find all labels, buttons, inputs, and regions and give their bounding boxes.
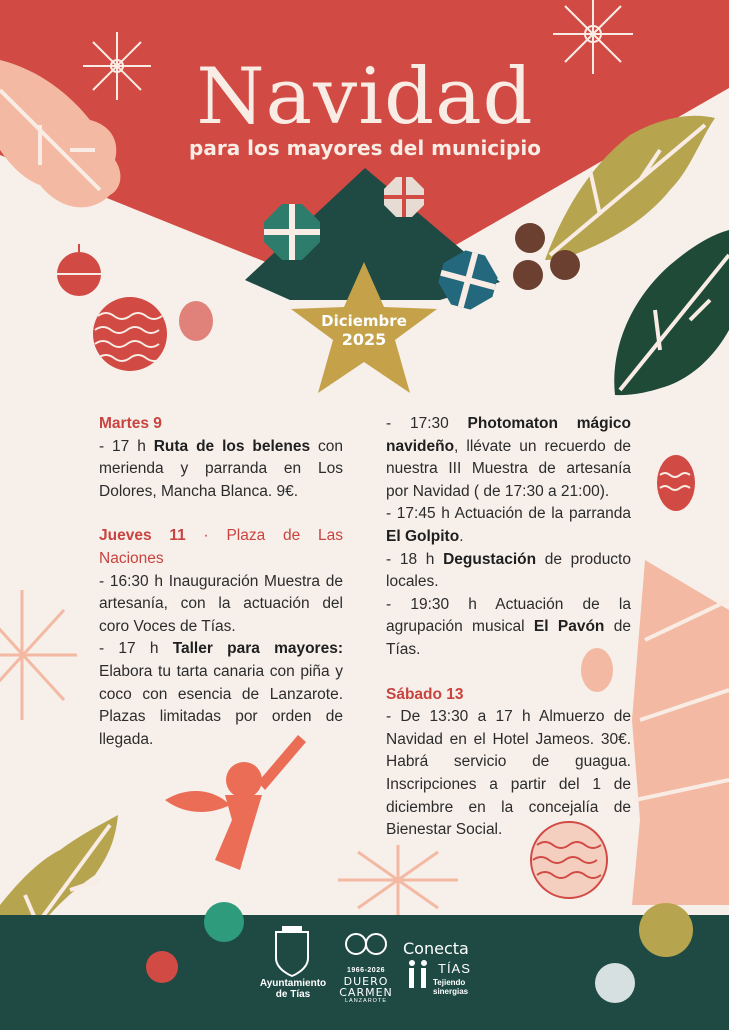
event-text: - 18 h	[386, 550, 444, 568]
event-text: - 19:30 h Actuación de la agrupación musical	[386, 595, 631, 636]
ayuntamiento-logo-text	[248, 978, 338, 1000]
duero-name-line1: DUERO	[343, 975, 389, 988]
ornament-pink-small	[179, 301, 213, 341]
day-heading-martes: Martes 9	[99, 415, 162, 432]
event-text: - 17:30	[386, 415, 468, 432]
page-subtitle: para los mayores del municipio	[189, 136, 541, 160]
duero-name-line2: CARMEN	[339, 986, 393, 999]
event-text: - 17:45 h Actuación de la parranda	[386, 505, 631, 523]
ayuntamiento-line1: Ayuntamiento	[259, 978, 327, 989]
event-ruta-belenes	[99, 436, 343, 504]
event-text: de producto locales.	[386, 550, 631, 591]
berry	[513, 260, 543, 290]
event-text: , llévate un recuerdo de nuestra III Muestra de artesanía por Navidad ( de 17:30 a 21:00).	[386, 437, 631, 500]
tejiendo-line1: Tejiendo	[433, 978, 466, 987]
snowflake-top-left	[83, 32, 151, 100]
schedule-column-right	[386, 413, 631, 842]
ornament-red-right	[657, 455, 695, 511]
event-text: .	[459, 527, 464, 545]
conecta-logo-text: Conecta	[403, 939, 469, 958]
day-location: · Plaza de Las Naciones	[99, 527, 343, 567]
pink-tree	[632, 560, 729, 905]
berry	[550, 250, 580, 280]
day-heading-jueves	[99, 525, 343, 570]
page-title: Navidad	[196, 52, 534, 142]
badge-year: 2025	[341, 330, 387, 349]
tias-logo-text: TÍAS	[438, 961, 471, 976]
snowflake-small	[167, 192, 189, 214]
event-text: Elabora tu tarta canaria con piña y coco con esencia de Lanzarote. Plazas limitadas por orden de llegada.	[99, 662, 343, 748]
event-taller	[99, 638, 343, 751]
event-highlight: El Golpito	[386, 527, 460, 545]
event-text: - 17 h	[99, 640, 173, 658]
day-label: Jueves 11	[99, 527, 186, 545]
event-text: de Tías.	[386, 618, 631, 658]
event-degustacion	[386, 549, 631, 594]
event-text: con merienda y parranda en Los Dolores, Mancha Blanca. 9€.	[99, 437, 343, 500]
event-text: - 17 h	[99, 437, 154, 455]
event-highlight: Photomaton mágico navideño	[386, 415, 631, 455]
event-parranda	[386, 503, 631, 548]
badge-month: Diciembre	[321, 312, 407, 330]
event-highlight: Ruta de los belenes	[153, 437, 311, 455]
duero-years: 1966-2026	[347, 967, 385, 974]
schedule-column-left	[99, 413, 343, 751]
day-heading-sabado: Sábado 13	[386, 685, 464, 703]
event-inauguracion: - 16:30 h Inauguración Muestra de artesanía, con la actuación del coro Voces de Tías.	[99, 572, 343, 635]
ornament-red-large	[93, 297, 167, 371]
gift-white	[384, 177, 424, 217]
event-highlight: Taller para mayores:	[172, 640, 343, 658]
event-highlight: El Pavón	[533, 618, 605, 636]
date-badge	[300, 312, 428, 349]
event-highlight: Degustación	[443, 550, 537, 568]
tejiendo-line2: sinergias	[433, 987, 469, 996]
ball-gold	[639, 903, 693, 957]
duero-sub: LANZAROTE	[344, 998, 387, 1004]
event-pavon	[386, 594, 631, 662]
ayuntamiento-line2: de Tías	[275, 989, 311, 1000]
event-almuerzo: - De 13:30 a 17 h Almuerzo de Navidad en el Hotel Jameos. 30€. Habrá servicio de guagua. Inscripciones a partir del 1 de diciembre en la concejalía de Bienestar Social.	[386, 708, 631, 839]
ball-green	[204, 902, 244, 942]
ball-red	[146, 951, 178, 983]
event-photomaton	[386, 413, 631, 503]
tejiendo-sinergias-text	[433, 978, 481, 996]
duero-name	[334, 976, 398, 998]
berry	[515, 223, 545, 253]
ball-silver	[595, 963, 635, 1003]
